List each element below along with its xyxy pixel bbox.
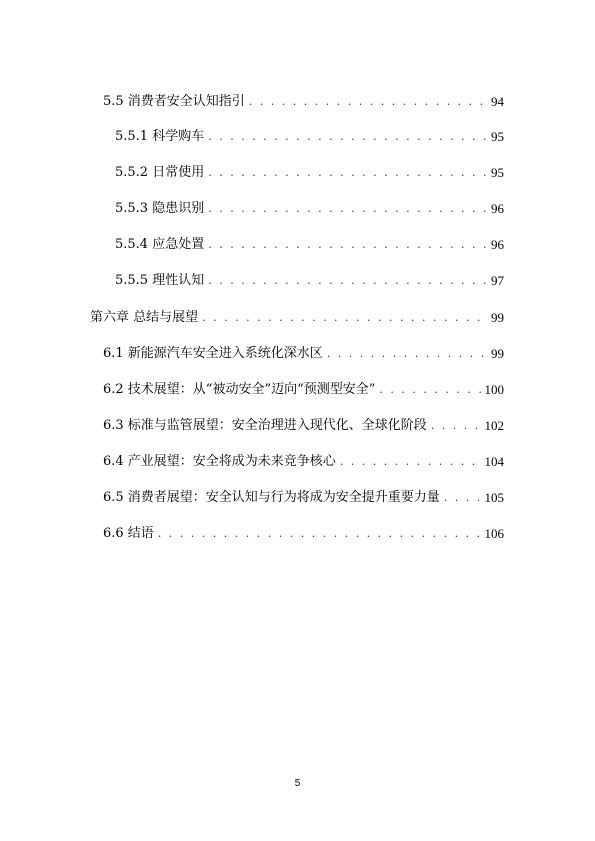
dot-leader xyxy=(327,345,487,363)
toc-entry-title: 6.3 标准与监管展望：安全治理进入现代化、全球化阶段 xyxy=(103,418,427,433)
toc-entry-title: 第六章 总结与展望 xyxy=(90,310,199,325)
toc-entry-title: 5.5.4 应急处置 xyxy=(115,237,205,252)
toc-entry-title: 6.5 消费者展望：安全认知与行为将成为安全提升重要力量 xyxy=(103,490,440,505)
dot-leader xyxy=(208,164,487,182)
toc-entry-6-2[interactable] xyxy=(103,381,504,399)
toc-entry-page: 97 xyxy=(491,273,504,288)
toc-entry-page: 96 xyxy=(491,237,504,252)
toc-entry-6-6[interactable] xyxy=(103,525,504,543)
toc-entry-5-5[interactable] xyxy=(103,93,504,111)
toc-entry-title: 6.1 新能源汽车安全进入系统化深水区 xyxy=(103,346,323,361)
dot-leader xyxy=(379,381,480,399)
toc-entry-title: 5.5.3 隐患识别 xyxy=(115,201,205,216)
toc-entry-title: 6.2 技术展望：从“被动安全”迈向“预测型安全” xyxy=(103,382,376,397)
toc-entry-page: 94 xyxy=(491,94,504,109)
dot-leader xyxy=(249,93,487,111)
toc-entry-page: 95 xyxy=(491,165,504,180)
dot-leader xyxy=(202,309,487,327)
toc-entry-chapter-6[interactable] xyxy=(90,309,504,327)
toc-entry-page: 100 xyxy=(484,382,504,397)
dot-leader xyxy=(208,200,487,218)
toc-entry-6-1[interactable] xyxy=(103,345,504,363)
toc-entry-page: 99 xyxy=(491,346,504,361)
toc-entry-page: 95 xyxy=(491,129,504,144)
toc-entry-page: 102 xyxy=(484,418,504,433)
toc-entry-5-5-5[interactable] xyxy=(115,272,504,290)
toc-entry-page: 96 xyxy=(491,201,504,216)
dot-leader xyxy=(208,236,487,254)
toc-entry-page: 106 xyxy=(484,526,504,541)
dot-leader xyxy=(431,417,481,435)
toc-entry-title: 5.5.2 日常使用 xyxy=(115,165,205,180)
toc-entry-page: 99 xyxy=(491,310,504,325)
dot-leader xyxy=(444,489,481,507)
dot-leader xyxy=(158,525,481,543)
toc-entry-title: 5.5 消费者安全认知指引 xyxy=(103,94,245,109)
dot-leader xyxy=(208,272,487,290)
toc-entry-page: 105 xyxy=(484,490,504,505)
toc-entry-5-5-4[interactable] xyxy=(115,236,504,254)
dot-leader xyxy=(340,453,481,471)
toc-entry-title: 6.6 结语 xyxy=(103,526,154,541)
dot-leader xyxy=(208,128,487,146)
toc-entry-page: 104 xyxy=(484,454,504,469)
toc-entry-title: 5.5.5 理性认知 xyxy=(115,273,205,288)
toc-entry-6-3[interactable] xyxy=(103,417,504,435)
toc-entry-5-5-1[interactable] xyxy=(115,128,504,146)
toc-entry-5-5-3[interactable] xyxy=(115,200,504,218)
toc-entry-title: 5.5.1 科学购车 xyxy=(115,129,205,144)
toc-entry-6-4[interactable] xyxy=(103,453,504,471)
page-number: 5 xyxy=(294,778,301,789)
toc-entry-5-5-2[interactable] xyxy=(115,164,504,182)
toc-entry-6-5[interactable] xyxy=(103,489,504,507)
toc-entry-title: 6.4 产业展望：安全将成为未来竞争核心 xyxy=(103,454,336,469)
